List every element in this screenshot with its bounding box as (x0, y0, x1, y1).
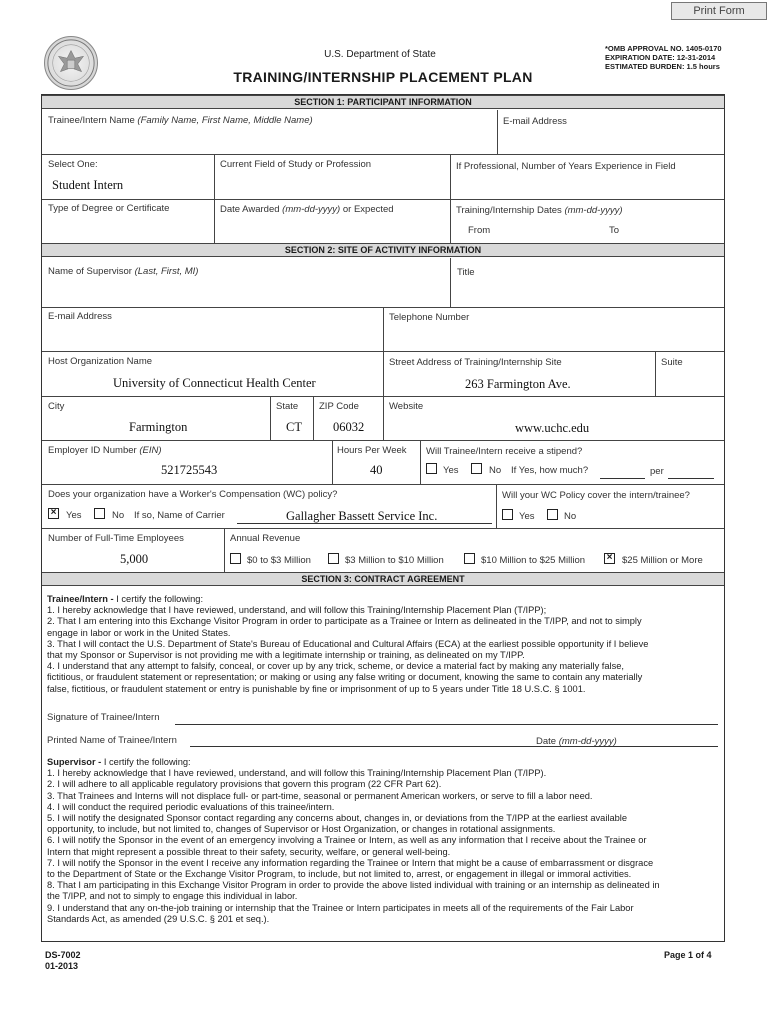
supervisor-cert-heading: Supervisor - (47, 757, 102, 767)
supervisor-cert-intro: I certify the following: (101, 757, 191, 767)
internship-dates-label: Training/Internship Dates (mm-dd-yyyy) (456, 205, 623, 216)
host-org-label: Host Organization Name (48, 356, 153, 367)
state-value[interactable]: CT (286, 420, 302, 434)
trainee-email-field[interactable] (498, 110, 724, 154)
supervisor-title-field[interactable] (451, 258, 724, 307)
wc-cover-no-checkbox[interactable] (547, 509, 558, 520)
annual-revenue-label: Annual Revenue (230, 533, 301, 544)
carrier-label: If so, Name of Carrier (134, 510, 225, 521)
section2-heading: SECTION 2: SITE OF ACTIVITY INFORMATION (42, 243, 724, 257)
form-edition-date: 01-2013 (45, 961, 79, 971)
stipend-amount-field[interactable] (600, 478, 645, 479)
supervisor-certification (47, 757, 721, 925)
wc-no-label: No (112, 510, 125, 521)
from-date-field[interactable] (495, 222, 595, 238)
field-of-study-field[interactable] (215, 154, 450, 199)
trainee-cert-line: fictitious, or fraudulent statement or representation; or making or using any false writing or document, knowing the same to contain any materially (47, 672, 643, 683)
city-label: City (48, 401, 65, 412)
supervisor-cert-line: 2. I will adhere to all applicable regulatory provisions that govern this program (22 CFR Part 62). (47, 779, 442, 790)
estimated-burden: ESTIMATED BURDEN: 1.5 hours (605, 62, 720, 71)
wc-cover-question: Will your WC Policy cover the intern/trainee? (502, 490, 690, 501)
supervisor-title-label: Title (457, 267, 475, 278)
trainee-signature-field[interactable] (175, 724, 718, 725)
to-date-field[interactable] (625, 222, 720, 238)
trainee-cert-heading: Trainee/Intern - (47, 594, 114, 604)
city-value[interactable]: Farmington (129, 420, 188, 434)
trainee-signature-label: Signature of Trainee/Intern (47, 712, 160, 723)
wc-cover-yes-checkbox[interactable] (502, 509, 513, 520)
state-department-seal-icon (44, 36, 98, 90)
street-address-value[interactable]: 263 Farmington Ave. (465, 377, 571, 391)
revenue-0-3m-checkbox[interactable] (230, 553, 241, 564)
website-label: Website (389, 401, 424, 412)
department-name: U.S. Department of State (324, 49, 436, 60)
print-form-button[interactable]: Print Form (671, 2, 767, 20)
supervisor-cert-line: 9. I understand that any on-the-job training or internship that the Trainee or Intern participates in meets all of the requirements of the Fair Labor (47, 902, 634, 913)
wc-cover-yes-label: Yes (519, 511, 535, 522)
telephone-label: Telephone Number (389, 312, 470, 323)
wc-no-checkbox[interactable] (94, 508, 105, 519)
trainee-printed-name-field[interactable] (190, 746, 718, 747)
wc-yes-label: Yes (66, 510, 82, 521)
date-awarded-label: Date Awarded (mm-dd-yyyy) or Expected (220, 204, 394, 215)
suite-label: Suite (661, 357, 683, 368)
wc-policy-question: Does your organization have a Worker's Compensation (WC) policy? (48, 489, 338, 500)
revenue-25m-plus-label: $25 Million or More (622, 555, 703, 566)
supervisor-cert-line: 8. That I am participating in this Exchange Visitor Program in order to provide the above listed individual with training or an internship as delineated in (47, 880, 660, 891)
supervisor-cert-line: 1. I hereby acknowledge that I have reviewed, understand, and will follow this Training/Internship Placement Plan (T/IPP). (47, 768, 547, 779)
stipend-question: Will Trainee/Intern receive a stipend? (426, 446, 583, 457)
supervisor-cert-line: 4. I will conduct the required periodic evaluations of this trainee/intern. (47, 801, 335, 812)
street-address-label: Street Address of Training/Internship Site (389, 357, 562, 368)
employees-value[interactable]: 5,000 (120, 552, 149, 566)
revenue-0-3m-label: $0 to $3 Million (247, 555, 311, 566)
section3-heading: SECTION 3: CONTRACT AGREEMENT (42, 572, 724, 586)
page-number: Page 1 of 4 (664, 950, 712, 960)
carrier-value[interactable]: Gallagher Bassett Service Inc. (286, 509, 438, 523)
website-value[interactable]: www.uchc.edu (515, 421, 590, 435)
supervisor-cert-line: opportunity, to include, but not limited to, changes of Supervisor or Host Organization, or changes in rotational assignments. (47, 824, 556, 835)
trainee-name-field[interactable] (42, 110, 497, 154)
revenue-10-25m-checkbox[interactable] (464, 553, 475, 564)
revenue-3-10m-checkbox[interactable] (328, 553, 339, 564)
wc-cover-no-label: No (564, 511, 577, 522)
to-label: To (609, 225, 620, 236)
form-id (45, 950, 81, 972)
zip-label: ZIP Code (319, 401, 359, 412)
supervisor-email-label: E-mail Address (48, 311, 112, 322)
state-label: State (276, 401, 299, 412)
field-of-study-label: Current Field of Study or Profession (220, 159, 372, 170)
trainee-cert-line: engage in labor or work in the United States. (47, 627, 231, 638)
trainee-cert-line: false, fictitious, or fraudulent statement or entry is punishable by fine or imprisonment of up to 5 years under Title 18 U.S.C. § 1001. (47, 683, 586, 694)
host-org-value[interactable]: University of Connecticut Health Center (113, 376, 316, 390)
trainee-email-label: E-mail Address (503, 116, 567, 127)
select-one-value[interactable]: Student Intern (52, 178, 124, 192)
supervisor-name-label: Name of Supervisor (Last, First, MI) (48, 266, 199, 277)
stipend-yes-checkbox[interactable] (426, 463, 437, 474)
employees-label: Number of Full-Time Employees (48, 533, 184, 544)
ein-label: Employer ID Number (EIN) (48, 445, 162, 456)
revenue-25m-plus-checkbox[interactable]: × (604, 553, 615, 564)
supervisor-cert-line: 5. I will notify the designated Sponsor contact regarding any concerns about, changes in, or deviations from the T/IPP at the earliest available (47, 813, 628, 824)
stipend-yes-label: Yes (443, 465, 459, 476)
section1-heading: SECTION 1: PARTICIPANT INFORMATION (42, 95, 724, 109)
stipend-per-label: per (650, 466, 664, 477)
trainee-cert-line: 2. That I am entering into this Exchange Visitor Program in order to participate as a Trainee or Intern as delineated in the T/IPP, and not to simply (47, 616, 642, 627)
years-experience-label: If Professional, Number of Years Experience in Field (456, 161, 676, 172)
hours-per-week-value[interactable]: 40 (370, 463, 383, 477)
hours-per-week-label: Hours Per Week (337, 445, 407, 456)
wc-yes-checkbox[interactable]: × (48, 508, 59, 519)
select-one-label: Select One: (48, 159, 98, 170)
stipend-no-label: No (489, 465, 502, 476)
trainee-printed-name-label: Printed Name of Trainee/Intern (47, 735, 177, 746)
trainee-cert-line: that my Sponsor or Supervisor is not providing me with a legitimate internship or training, as delineated on my T/IPP. (47, 650, 525, 661)
ein-value[interactable]: 521725543 (161, 463, 218, 477)
supervisor-name-field[interactable] (42, 258, 450, 307)
supervisor-cert-line: 7. I will notify the Sponsor in the event I receive any information regarding the Trainee or Intern that might be a cause of embarrassment or disgrace (47, 857, 654, 868)
telephone-field[interactable] (384, 307, 724, 351)
supervisor-cert-line: the T/IPP, and not to simply to engage this individual in labor. (47, 891, 298, 902)
page-title: TRAINING/INTERNSHIP PLACEMENT PLAN (233, 69, 533, 85)
supervisor-cert-line: Standards Act, as amended (29 U.S.C. § 201 et seq.). (47, 913, 270, 924)
degree-field[interactable] (42, 199, 214, 243)
supervisor-email-field[interactable] (42, 307, 383, 351)
stipend-period-field[interactable] (668, 478, 714, 479)
supervisor-cert-line: to the Department of State or the Exchange Visitor Program, to include, but not limited to, arrest, or engagement in illegal or immoral activities. (47, 869, 632, 880)
years-experience-field[interactable] (451, 154, 724, 199)
supervisor-cert-line: Intern that might represent a possible threat to their safety, security, welfare, or general well-being. (47, 846, 451, 857)
omb-approval: *OMB APPROVAL NO. 1405-0170 (605, 44, 722, 53)
trainee-certification (47, 594, 721, 695)
trainee-name-label: Trainee/Intern Name (Family Name, First Name, Middle Name) (48, 115, 313, 126)
supervisor-cert-line: 3. That Trainees and Interns will not displace full- or part-time, seasonal or permanent American workers, or serve to fill a labor need. (47, 790, 593, 801)
date-awarded-field[interactable] (215, 199, 450, 243)
trainee-cert-line: 3. That I will contact the U.S. Department of State's Bureau of Educational and Cultural Affairs (ECA) at the earliest possible opportunity if I believe (47, 638, 649, 649)
expiration-date: EXPIRATION DATE: 12-31-2014 (605, 53, 716, 62)
from-label: From (468, 225, 491, 236)
stipend-no-checkbox[interactable] (471, 463, 482, 474)
trainee-cert-line: 1. I hereby acknowledge that I have reviewed, understand, and will follow this Training/Internship Placement Plan (T/IPP); (47, 605, 547, 616)
stipend-amount-label: If Yes, how much? (511, 465, 589, 476)
supervisor-cert-line: 6. I will notify the Sponsor in the event of an emergency involving a Trainee or Intern, as well as any information that I receive about the Trainee or (47, 835, 647, 846)
trainee-date-label: Date (mm-dd-yyyy) (536, 736, 617, 747)
revenue-3-10m-label: $3 Million to $10 Million (345, 555, 444, 566)
omb-block (605, 44, 722, 71)
suite-field[interactable] (656, 351, 724, 396)
degree-label: Type of Degree or Certificate (48, 203, 170, 214)
trainee-cert-intro: I certify the following: (113, 594, 204, 604)
trainee-cert-line: 4. I understand that any attempt to falsify, conceal, or cover up by any trick, scheme, or device a material fact by making any materially false, (47, 661, 625, 672)
revenue-10-25m-label: $10 Million to $25 Million (481, 555, 586, 566)
form-number: DS-7002 (45, 950, 81, 960)
zip-value[interactable]: 06032 (333, 420, 365, 434)
